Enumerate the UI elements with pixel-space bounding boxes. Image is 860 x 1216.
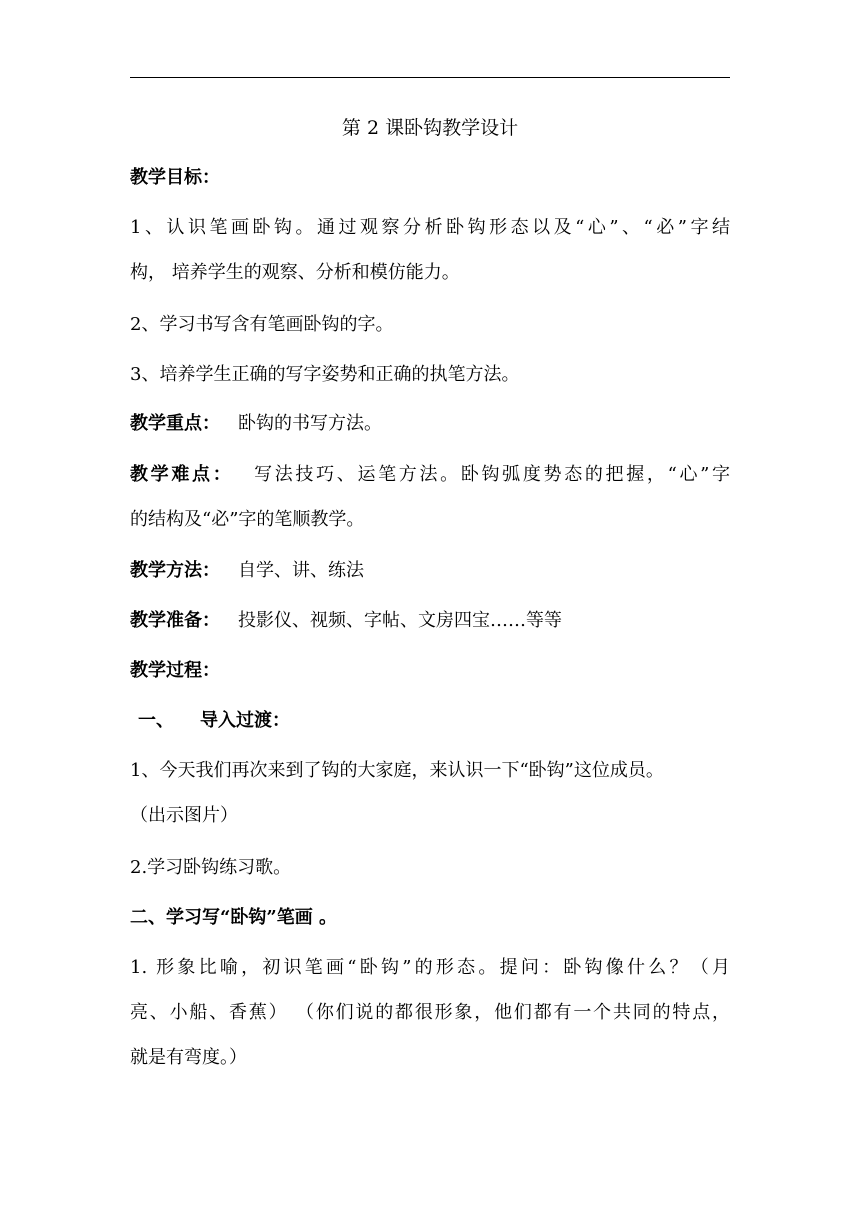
- method-label: 教学方法：: [130, 560, 220, 581]
- section-2-item-1-line-3: 就是有弯度。）: [130, 1047, 247, 1068]
- section-2-heading: 二、学习写“卧钩”笔画 。: [130, 907, 337, 928]
- preparation-paragraph: [130, 608, 730, 634]
- difficulty-text-line-1: 写法技巧、运笔方法。卧钩弧度势态的把握，“心”字: [251, 464, 730, 485]
- section-1-number: 一、: [138, 710, 174, 731]
- section-1-title: 导入过渡：: [200, 710, 290, 731]
- difficulty-label: 教学难点：: [130, 464, 234, 485]
- section-2-item-1-line-1: 1. 形象比喻，初识笔画“卧钩”的形态。提问：卧钩像什么？（月: [130, 957, 730, 978]
- objective-2: 2、学习书写含有笔画卧钩的字。: [130, 314, 394, 335]
- preparation-label: 教学准备：: [130, 610, 220, 631]
- key-point-paragraph: [130, 411, 730, 437]
- key-point-text: 卧钩的书写方法。: [238, 413, 382, 434]
- objective-3: 3、培养学生正确的写字姿势和正确的执笔方法。: [130, 364, 520, 385]
- method-paragraph: [130, 558, 730, 584]
- section-2-item-1-line-2: 亮、小船、香蕉） （你们说的都很形象，他们都有一个共同的特点，: [130, 1002, 730, 1023]
- objectives-heading: 教学目标：: [130, 167, 220, 188]
- section-1-heading: [138, 708, 738, 734]
- process-heading: 教学过程：: [130, 660, 220, 681]
- section-1-item-1-line-2: （出示图片）: [130, 805, 238, 826]
- difficulty-line-1: [130, 462, 730, 488]
- objective-1-line-2: 构， 培养学生的观察、分析和模仿能力。: [130, 262, 460, 283]
- difficulty-line-2: 的结构及“必”字的笔顺教学。: [130, 509, 365, 530]
- objective-1-line-1: 1、认识笔画卧钩。通过观察分析卧钩形态以及“心”、“必”字结: [130, 217, 730, 238]
- key-point-label: 教学重点：: [130, 413, 220, 434]
- method-text: 自学、讲、练法: [238, 560, 364, 581]
- document-title: 第 2 课卧钩教学设计: [341, 117, 519, 139]
- preparation-text: 投影仪、视频、字帖、文房四宝……等等: [238, 610, 562, 631]
- header-rule: [130, 77, 730, 78]
- section-1-item-2: 2.学习卧钩练习歌。: [130, 857, 292, 878]
- section-1-item-1-line-1: 1、今天我们再次来到了钩的大家庭，来认识一下“卧钩”这位成员。: [130, 760, 664, 781]
